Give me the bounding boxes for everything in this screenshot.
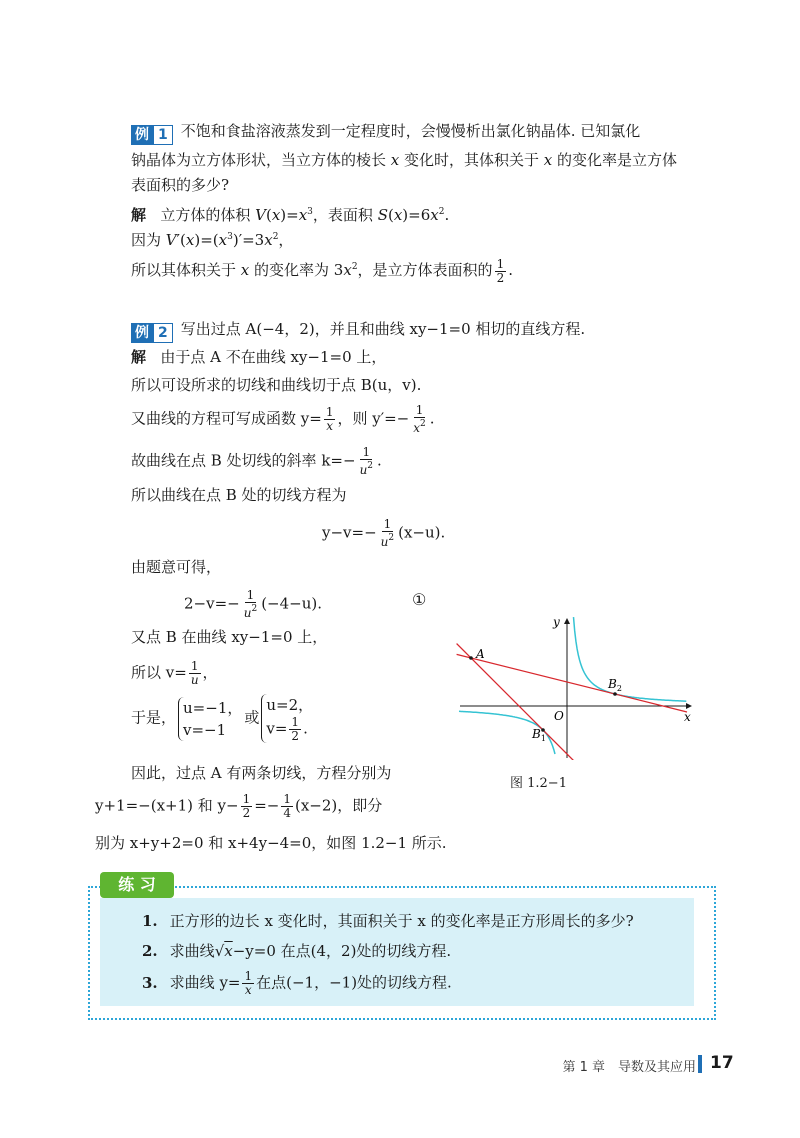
practice-item-1: 1. 正方形的边长 x 变化时，其面积关于 x 的变化率是正方形周长的多少?: [142, 912, 634, 930]
example1-problem-line3: 表面积的多少?: [131, 176, 230, 194]
system-two: u=2， v= $\frac{1}{2}$ .: [261, 694, 313, 743]
example2-problem: 例 2 写出过点 A(−4，2)，并且和曲线 xy−1=0 相切的直线方程.: [131, 318, 585, 343]
label-y: y: [553, 615, 560, 629]
chapter-title: 第 1 章 导数及其应用: [562, 1060, 696, 1075]
example2-system: 于是， u=−1， v=−1 或 u=2， v= $\frac{1}{2}$ .: [131, 696, 314, 743]
label-o: O: [554, 709, 564, 723]
footer-divider: [698, 1055, 702, 1073]
figure-caption: 图 1.2−1: [510, 776, 567, 791]
example2-sol-line10: 因此，过点 A 有两条切线，方程分别为: [131, 764, 392, 782]
example2-sol-line3: 又曲线的方程可写成函数 y= $\frac{1}{x}$ ，则 y′=− $\frac{1}{x^2}$ .: [131, 403, 435, 435]
fraction-one-half: $\frac{1}{2}$: [496, 256, 505, 285]
practice-tag: 练 习: [100, 872, 174, 898]
label-b2: $B_2$: [608, 677, 622, 693]
sqrt-x: √x: [214, 942, 233, 960]
x-axis-arrow: [686, 703, 692, 709]
example2-sol-line7: 又点 B 在曲线 xy−1=0 上，: [131, 628, 328, 646]
label-x: x: [684, 710, 691, 724]
example1-solution-line3: 所以其体积关于 x 的变化率为 $3x^2$，是立方体表面积的 $\frac{1}{2}$ .: [131, 256, 513, 285]
example2-sol-line8: 所以 v= $\frac{1}{u}$ ，: [131, 659, 218, 687]
page-number: 17: [710, 1053, 734, 1073]
practice-item-2: 2. 求曲线√x−y=0 在点(4，2)处的切线方程.: [142, 942, 452, 960]
point-b1: [541, 728, 545, 732]
label-a: A: [476, 647, 485, 661]
hyperbola-right-branch: [574, 617, 687, 701]
example1-solution-line2: 因为 $V'(x)=(x^3)'=3x^2$，: [131, 231, 294, 249]
tangent-line-1: [457, 644, 582, 760]
example1-problem-line1: 例 1 不饱和食盐溶液蒸发到一定程度时，会慢慢析出氯化钠晶体. 已知氯化: [131, 120, 640, 145]
tangent-equation: y−v=− $\frac{1}{u^2}$ (x−u).: [322, 517, 446, 549]
equation-one: 2−v=− $\frac{1}{u^2}$ (−4−u).: [184, 588, 323, 620]
practice-item-3: 3. 求曲线 y= $\frac{1}{x}$ 在点(−1，−1)处的切线方程.: [142, 969, 452, 997]
example2-sol-line4: 故曲线在点 B 处切线的斜率 k=− $\frac{1}{u^2}$ .: [131, 445, 382, 477]
y-axis-arrow: [564, 618, 570, 624]
example2-sol-line11: y+1=−(x+1) 和 y− $\frac{1}{2}$ =− $\frac{1}{4}$ (x−2)，即分: [95, 792, 383, 820]
example1-tag: 例 1: [131, 125, 173, 145]
circle-number-one: ①: [412, 590, 427, 609]
label-b1: $B_1$: [532, 727, 546, 743]
example2-sol-line5: 所以曲线在点 B 处的切线方程为: [131, 486, 347, 504]
example1-problem-line2: 钠晶体为立方体形状，当立方体的棱长 x 变化时，其体积关于 x 的变化率是立方体: [131, 151, 678, 169]
example1-solution-line1: 解 立方体的体积 $V(x)=x^3$，表面积 $S(x)=6x^2$.: [131, 206, 450, 224]
example2-sol-line2: 所以可设所求的切线和曲线切于点 B(u，v).: [131, 376, 422, 394]
example2-sol-line1: 解 由于点 A 不在曲线 xy−1=0 上，: [131, 348, 387, 366]
point-a: [469, 656, 473, 660]
example2-tag: 例 2: [131, 323, 173, 343]
figure-tangent-lines: [456, 610, 696, 760]
example2-sol-line12: 别为 x+y+2=0 和 x+4y−4=0，如图 1.2−1 所示.: [95, 834, 447, 852]
example2-sol-line6: 由题意可得，: [131, 558, 222, 576]
system-one: u=−1， v=−1: [178, 697, 242, 741]
tangent-line-2: [457, 654, 687, 712]
